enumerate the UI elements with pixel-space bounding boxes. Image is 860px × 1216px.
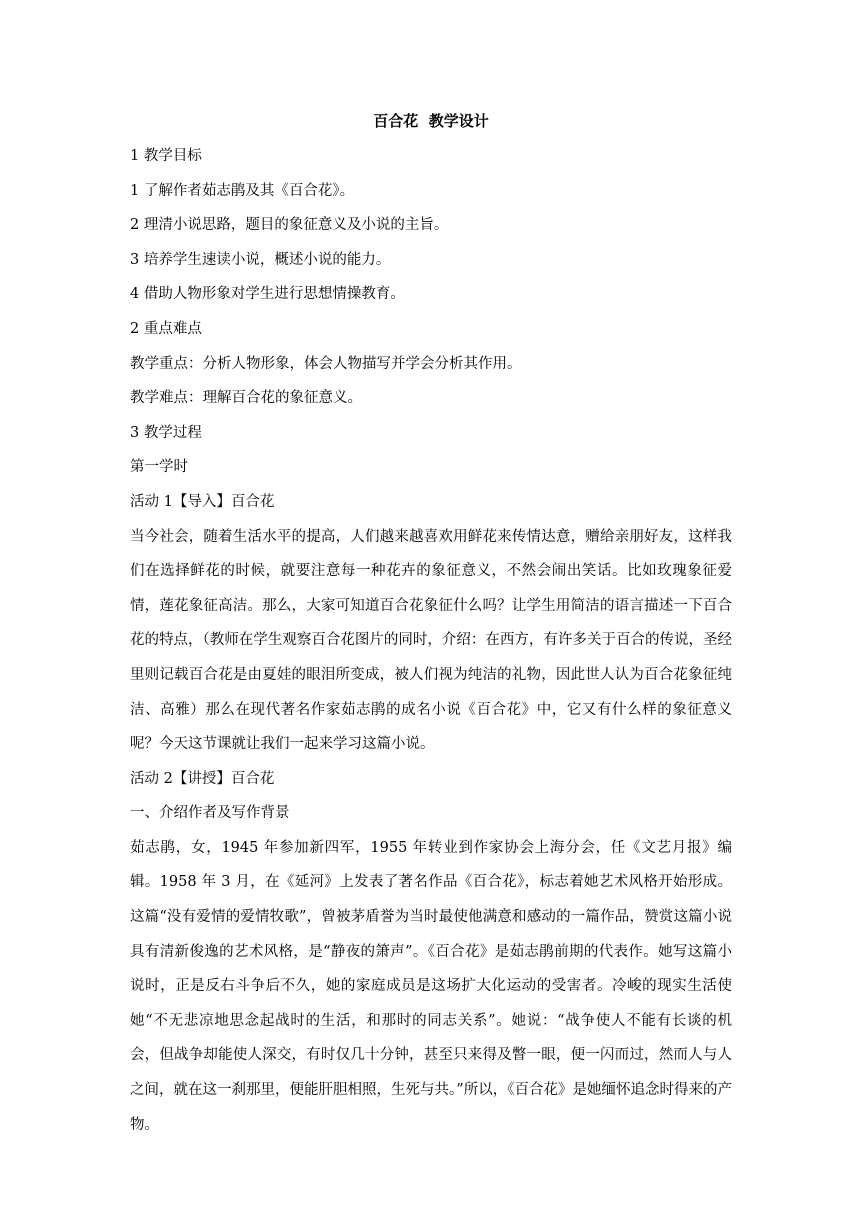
document-body [130,110,732,1142]
section-heading-key-points: 2 重点难点 [130,320,202,337]
author-background-paragraph: 茹志鹃，女，1945 年参加新四军，1955 年转业到作家协会上海分会，任《文艺月报》编辑。1958 年 3 月，在《延河》上发表了著名作品《百合花》，标志着她艺术风格开始形成。这篇“没有爱情的爱情牧歌”，曾被茅盾誉为当时最使他满意和感动的一篇作品，赞赏这篇小说具有清新俊逸的艺术风格，是“静夜的箫声”。《百合花》是茹志鹃前期的代表作。她写这篇小说时，正是反右斗争后不久，她的家庭成员是这场扩大化运动的受害者。冷峻的现实生活使她“不无悲凉地思念起战时的生活，和那时的同志关系”。她说：“战争使人不能有长谈的机会，但战争却能使人深交，有时仅几十分钟，甚至只来得及瞥一眼，便一闪而过，然而人与人之间，就在这一刹那里，便能肝胆相照，生死与共。”所以，《百合花》是她缅怀追念时得来的产物。 [130,839,732,1133]
goal-item-1: 1 了解作者茹志鹃及其《百合花》。 [130,182,355,199]
intro-paragraph: 当今社会，随着生活水平的提高，人们越来越喜欢用鲜花来传情达意，赠给亲朋好友，这样我们在选择鲜花的时候，就要注意每一种花卉的象征意义，不然会闹出笑话。比如玫瑰象征爱情，莲花象征高洁。那么，大家可知道百合花象征什么吗？让学生用简洁的语言描述一下百合花的特点，（教师在学生观察百合花图片的同时，介绍：在西方，有许多关于百合的传说，圣经里则记载百合花是由夏娃的眼泪所变成，被人们视为纯洁的礼物，因此世人认为百合花象征纯洁、高雅）那么在现代著名作家茹志鹃的成名小说《百合花》中，它又有什么样的象征意义呢？今天这节课就让我们一起来学习这篇小说。 [130,528,732,753]
author-background-heading: 一、介绍作者及写作背景 [130,805,290,822]
first-lesson-heading: 第一学时 [130,459,188,476]
activity-1-heading: 活动 1【导入】百合花 [130,493,275,510]
difficult-point-line: 教学难点：理解百合花的象征意义。 [130,390,362,407]
activity-2-heading: 活动 2【讲授】百合花 [130,770,275,787]
section-heading-process: 3 教学过程 [130,424,202,441]
goal-item-4: 4 借助人物形象对学生进行思想情操教育。 [130,286,405,303]
document-title: 百合花 教学设计 [373,112,489,130]
goal-item-3: 3 培养学生速读小说，概述小说的能力。 [130,251,391,268]
section-heading-teaching-goals: 1 教学目标 [130,148,202,164]
key-point-line: 教学重点：分析人物形象，体会人物描写并学会分析其作用。 [130,355,522,372]
goal-item-2: 2 理清小说思路，题目的象征意义及小说的主旨。 [130,217,449,234]
